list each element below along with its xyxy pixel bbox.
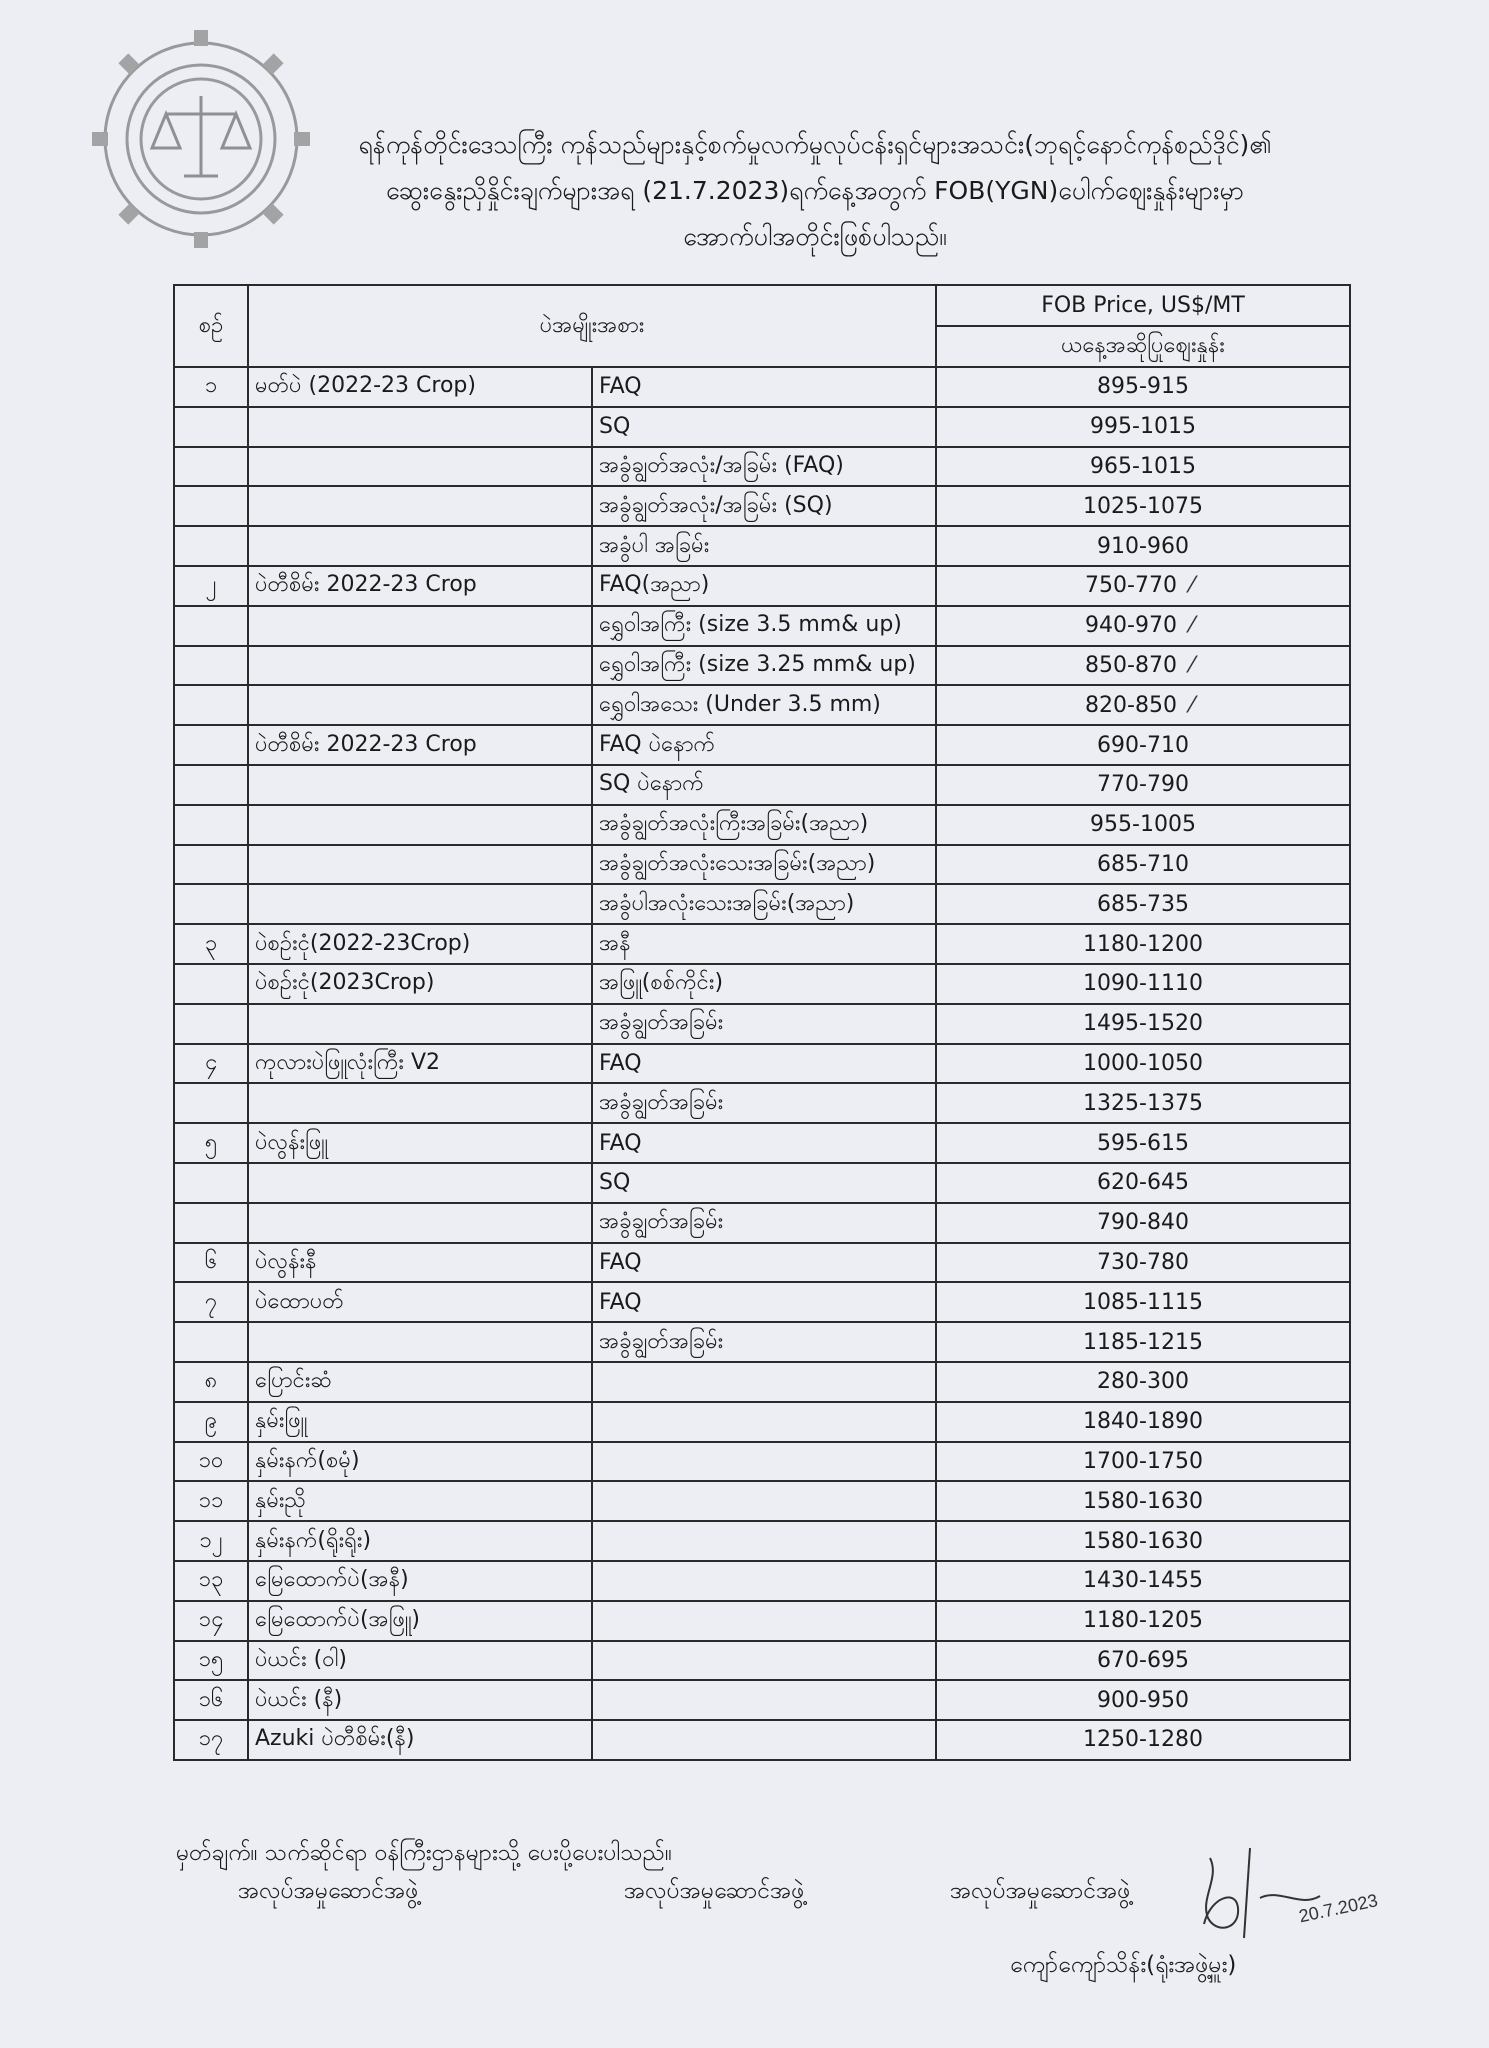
row-item-text: နှမ်းနက်(ရိုးရိုး) bbox=[255, 1527, 372, 1553]
table-row bbox=[174, 1680, 1350, 1720]
row-number-text: ၆ bbox=[204, 1248, 218, 1274]
row-item-text: ပဲတီစိမ်း 2022-23 Crop bbox=[255, 731, 477, 757]
row-price bbox=[936, 1720, 1350, 1760]
row-price-text: 1000-1050 bbox=[1083, 1050, 1203, 1076]
row-number bbox=[174, 1442, 248, 1482]
table-row bbox=[174, 447, 1350, 487]
row-number-text: ၁၁ bbox=[198, 1487, 224, 1513]
row-item bbox=[248, 845, 592, 885]
row-item bbox=[248, 685, 592, 725]
row-item bbox=[248, 1521, 592, 1561]
row-price-text: 685-710 bbox=[1097, 851, 1189, 877]
row-item-text: ပဲယင်း (ဝါ) bbox=[255, 1646, 348, 1672]
table-row bbox=[174, 1561, 1350, 1601]
row-number bbox=[174, 526, 248, 566]
header-line-1: ရန်ကုန်တိုင်းဒေသကြီး ကုန်သည်များနှင့်စက်မှုလက်မှုလုပ်ငန်းရှင်များအသင်း(ဘုရင့်နောင်ကုန်စည်ဒိုင်)၏ bbox=[358, 130, 1272, 159]
row-grade bbox=[592, 447, 936, 487]
row-item bbox=[248, 765, 592, 805]
table-row bbox=[174, 1362, 1350, 1402]
row-price bbox=[936, 1203, 1350, 1243]
row-number-text: ၇ bbox=[204, 1288, 218, 1314]
row-price bbox=[936, 1521, 1350, 1561]
row-price-text: 790-840 bbox=[1097, 1210, 1189, 1236]
table-row bbox=[174, 884, 1350, 924]
col-header-item: ပဲအမျိုးအစား bbox=[248, 285, 936, 367]
row-item-text: နှမ်းနက်(စမုံ) bbox=[255, 1447, 360, 1473]
table-row bbox=[174, 606, 1350, 646]
row-grade bbox=[592, 1641, 936, 1681]
row-item bbox=[248, 1442, 592, 1482]
row-grade bbox=[592, 566, 936, 606]
row-number-text: ၁၇ bbox=[198, 1726, 224, 1752]
row-number bbox=[174, 1720, 248, 1760]
check-mark-icon: ⁄ bbox=[1190, 573, 1194, 599]
row-item bbox=[248, 1282, 592, 1322]
row-item-text: ကုလားပဲဖြူလုံးကြီး V2 bbox=[255, 1049, 440, 1075]
row-number bbox=[174, 924, 248, 964]
row-price bbox=[936, 1402, 1350, 1442]
row-item-text: မတ်ပဲ (2022-23 Crop) bbox=[255, 373, 476, 399]
row-grade bbox=[592, 1442, 936, 1482]
row-price bbox=[936, 566, 1350, 606]
row-price bbox=[936, 1163, 1350, 1203]
row-item bbox=[248, 1322, 592, 1362]
row-number-text: ၁၄ bbox=[198, 1607, 224, 1633]
row-grade-text: ရွှေဝါအကြီး (size 3.25 mm& up) bbox=[599, 651, 916, 677]
row-item-text: ပဲထောပတ် bbox=[255, 1288, 344, 1314]
table-row bbox=[174, 1243, 1350, 1283]
row-price bbox=[936, 1083, 1350, 1123]
row-item-text: ပဲစဉ်းငုံ(2023Crop) bbox=[255, 970, 435, 996]
signature-committee-1: အလုပ်အမှုဆောင်အဖွဲ့ bbox=[238, 1878, 419, 1904]
row-number bbox=[174, 805, 248, 845]
row-item bbox=[248, 805, 592, 845]
table-row bbox=[174, 1322, 1350, 1362]
row-number-text: ၁၃ bbox=[198, 1567, 224, 1593]
row-item bbox=[248, 1123, 592, 1163]
row-price bbox=[936, 964, 1350, 1004]
table-row bbox=[174, 685, 1350, 725]
row-number bbox=[174, 765, 248, 805]
row-grade bbox=[592, 1402, 936, 1442]
row-number-text: ၁၂ bbox=[199, 1527, 223, 1553]
row-price-text: 1180-1205 bbox=[1083, 1608, 1203, 1634]
row-item-text: ပဲစဉ်းငုံ(2022-23Crop) bbox=[255, 930, 471, 956]
row-price-text: 690-710 bbox=[1097, 732, 1189, 758]
row-price-text: 620-645 bbox=[1097, 1170, 1189, 1196]
row-item bbox=[248, 1243, 592, 1283]
row-number bbox=[174, 1004, 248, 1044]
row-number bbox=[174, 1322, 248, 1362]
table-row bbox=[174, 486, 1350, 526]
row-item bbox=[248, 1641, 592, 1681]
row-price-text: 1085-1115 bbox=[1083, 1289, 1203, 1315]
table-row bbox=[174, 805, 1350, 845]
table-row bbox=[174, 1720, 1350, 1760]
row-item bbox=[248, 1362, 592, 1402]
row-price bbox=[936, 1561, 1350, 1601]
row-item bbox=[248, 1720, 592, 1760]
row-grade bbox=[592, 1521, 936, 1561]
row-price-text: 995-1015 bbox=[1090, 414, 1196, 440]
table-row bbox=[174, 1641, 1350, 1681]
row-item-text: နှမ်းဖြူ bbox=[255, 1408, 308, 1434]
row-grade-text: အခွံပါအလုံးသေးအခြမ်း(အညာ) bbox=[599, 890, 855, 916]
row-item-text: မြေထောက်ပဲ(အဖြူ) bbox=[255, 1607, 420, 1633]
row-number-text: ၈ bbox=[204, 1368, 218, 1394]
table-row bbox=[174, 1601, 1350, 1641]
check-mark-icon: ⁄ bbox=[1190, 613, 1194, 639]
row-price bbox=[936, 765, 1350, 805]
row-price bbox=[936, 1123, 1350, 1163]
handwritten-signature-icon bbox=[1180, 1838, 1390, 1948]
row-grade bbox=[592, 646, 936, 686]
table-row bbox=[174, 765, 1350, 805]
row-grade bbox=[592, 1243, 936, 1283]
check-mark-icon: ⁄ bbox=[1190, 692, 1194, 718]
row-price-text: 820-850 bbox=[1085, 692, 1177, 718]
row-grade bbox=[592, 1083, 936, 1123]
table-row bbox=[174, 964, 1350, 1004]
row-grade bbox=[592, 725, 936, 765]
row-grade bbox=[592, 1123, 936, 1163]
table-row bbox=[174, 725, 1350, 765]
row-grade bbox=[592, 964, 936, 1004]
row-price-text: 1180-1200 bbox=[1083, 931, 1203, 957]
row-number bbox=[174, 1641, 248, 1681]
row-item bbox=[248, 1601, 592, 1641]
row-grade-text: FAQ(အညာ) bbox=[599, 572, 710, 598]
row-number-text: ၁၅ bbox=[198, 1646, 224, 1672]
row-price-text: 1580-1630 bbox=[1083, 1488, 1203, 1514]
table-row bbox=[174, 407, 1350, 447]
row-grade-text: FAQ bbox=[599, 1050, 642, 1076]
row-number bbox=[174, 566, 248, 606]
row-grade bbox=[592, 1044, 936, 1084]
row-item-text: ပဲလွန်းဖြူ bbox=[255, 1129, 328, 1155]
row-number-text: ၁၀ bbox=[198, 1447, 224, 1473]
fob-price-table bbox=[173, 284, 1351, 1761]
row-item bbox=[248, 526, 592, 566]
row-grade-text: အခွံချွတ်အခြမ်း bbox=[599, 1089, 724, 1115]
row-grade-text: FAQ bbox=[599, 1289, 642, 1315]
row-price-text: 1430-1455 bbox=[1083, 1568, 1203, 1594]
row-price bbox=[936, 725, 1350, 765]
row-number-text: ၃ bbox=[204, 930, 218, 956]
row-price-text: 1185-1215 bbox=[1083, 1329, 1203, 1355]
row-grade-text: အနီ bbox=[599, 930, 631, 956]
row-price-text: 1840-1890 bbox=[1083, 1409, 1203, 1435]
table-row bbox=[174, 646, 1350, 686]
row-price-text: 965-1015 bbox=[1090, 453, 1196, 479]
row-price bbox=[936, 1601, 1350, 1641]
row-grade-text: အခွံချွတ်အခြမ်း bbox=[599, 1328, 724, 1354]
row-price-text: 1250-1280 bbox=[1083, 1727, 1203, 1753]
row-number bbox=[174, 447, 248, 487]
footer-note: မှတ်ချက်။ သက်ဆိုင်ရာ ဝန်ကြီးဌာနများသို့ ပေးပို့ပေးပါသည်။ bbox=[176, 1840, 672, 1866]
col-header-price-sub: ယနေ့အဆိုပြုဈေးနှုန်း bbox=[936, 326, 1350, 367]
row-grade bbox=[592, 1282, 936, 1322]
row-grade bbox=[592, 1481, 936, 1521]
table-row bbox=[174, 1163, 1350, 1203]
row-price-text: 1700-1750 bbox=[1083, 1448, 1203, 1474]
row-grade bbox=[592, 606, 936, 646]
row-number bbox=[174, 1083, 248, 1123]
row-price-text: 280-300 bbox=[1097, 1369, 1189, 1395]
row-number-text: ၂ bbox=[205, 572, 217, 598]
row-number bbox=[174, 1680, 248, 1720]
row-number bbox=[174, 1243, 248, 1283]
row-grade bbox=[592, 526, 936, 566]
row-number bbox=[174, 1044, 248, 1084]
row-item bbox=[248, 407, 592, 447]
row-grade bbox=[592, 1680, 936, 1720]
row-grade bbox=[592, 1203, 936, 1243]
signature-committee-3: အလုပ်အမှုဆောင်အဖွဲ့ bbox=[950, 1878, 1131, 1904]
row-grade-text: FAQ ပဲနောက် bbox=[599, 731, 716, 757]
row-price bbox=[936, 447, 1350, 487]
row-grade bbox=[592, 1720, 936, 1760]
row-item-text: ပဲယင်း (နီ) bbox=[255, 1686, 343, 1712]
row-item bbox=[248, 606, 592, 646]
check-mark-icon: ⁄ bbox=[1190, 652, 1194, 678]
row-number bbox=[174, 725, 248, 765]
table-row bbox=[174, 367, 1350, 407]
row-price-text: 670-695 bbox=[1097, 1647, 1189, 1673]
row-number bbox=[174, 1402, 248, 1442]
table-row bbox=[174, 1083, 1350, 1123]
row-price bbox=[936, 1481, 1350, 1521]
row-item bbox=[248, 725, 592, 765]
table-row bbox=[174, 1282, 1350, 1322]
row-item bbox=[248, 447, 592, 487]
row-number bbox=[174, 486, 248, 526]
row-grade-text: အခွံချွတ်အခြမ်း bbox=[599, 1010, 724, 1036]
row-number-text: ၉ bbox=[204, 1408, 218, 1434]
row-item bbox=[248, 1044, 592, 1084]
row-number-text: ၁၆ bbox=[198, 1686, 224, 1712]
row-number-text: ၄ bbox=[204, 1049, 218, 1075]
row-grade bbox=[592, 1601, 936, 1641]
row-price bbox=[936, 1680, 1350, 1720]
row-grade-text: အခွံချွတ်အလုံး/အခြမ်း (SQ) bbox=[599, 492, 833, 518]
table-body bbox=[174, 367, 1350, 1760]
row-item-text: မြေထောက်ပဲ(အနီ) bbox=[255, 1567, 409, 1593]
table-row bbox=[174, 1521, 1350, 1561]
row-grade bbox=[592, 1004, 936, 1044]
row-grade bbox=[592, 367, 936, 407]
signature-date: 20.7.2023 bbox=[1297, 1890, 1380, 1927]
row-price-text: 750-770 bbox=[1085, 573, 1177, 599]
row-grade bbox=[592, 486, 936, 526]
row-price bbox=[936, 805, 1350, 845]
table-row bbox=[174, 1481, 1350, 1521]
row-grade-text: အခွံချွတ်အလုံး/အခြမ်း (FAQ) bbox=[599, 452, 844, 478]
row-number bbox=[174, 367, 248, 407]
row-grade-text: ရွှေဝါအကြီး (size 3.5 mm& up) bbox=[599, 612, 902, 638]
row-price bbox=[936, 606, 1350, 646]
row-item bbox=[248, 1481, 592, 1521]
row-grade-text: SQ bbox=[599, 1170, 631, 1196]
row-price bbox=[936, 1362, 1350, 1402]
row-number bbox=[174, 1282, 248, 1322]
row-number bbox=[174, 1481, 248, 1521]
row-grade bbox=[592, 845, 936, 885]
row-price-text: 595-615 bbox=[1097, 1130, 1189, 1156]
row-grade-text: ရွှေဝါအသေး (Under 3.5 mm) bbox=[599, 691, 881, 717]
row-price bbox=[936, 1322, 1350, 1362]
row-number bbox=[174, 845, 248, 885]
row-price bbox=[936, 1641, 1350, 1681]
row-item bbox=[248, 486, 592, 526]
table-row bbox=[174, 1442, 1350, 1482]
row-item bbox=[248, 646, 592, 686]
row-item bbox=[248, 884, 592, 924]
header-line-2: ဆွေးနွေးညှိနှိုင်းချက်များအရ (21.7.2023)ရက်နေ့အတွက် FOB(YGN)ပေါက်ဈေးနှုန်းများမှာ bbox=[386, 176, 1244, 205]
row-grade-text: အခွံပါ အခြမ်း bbox=[599, 532, 710, 558]
table-row bbox=[174, 1402, 1350, 1442]
table-row bbox=[174, 924, 1350, 964]
col-header-no: စဉ် bbox=[174, 285, 248, 367]
row-item bbox=[248, 1561, 592, 1601]
row-price-text: 730-780 bbox=[1097, 1249, 1189, 1275]
row-price bbox=[936, 1243, 1350, 1283]
row-price bbox=[936, 407, 1350, 447]
table-row bbox=[174, 566, 1350, 606]
row-item-text: ပြောင်းဆံ bbox=[255, 1368, 332, 1394]
row-price-text: 1580-1630 bbox=[1083, 1528, 1203, 1554]
row-number bbox=[174, 1521, 248, 1561]
row-number-text: ၁ bbox=[204, 373, 218, 399]
row-grade-text: FAQ bbox=[599, 1130, 642, 1156]
row-price bbox=[936, 1044, 1350, 1084]
row-price-text: 685-735 bbox=[1097, 891, 1189, 917]
row-price bbox=[936, 526, 1350, 566]
row-number-text: ၅ bbox=[204, 1129, 218, 1155]
table-row bbox=[174, 1203, 1350, 1243]
row-price-text: 1090-1110 bbox=[1083, 971, 1203, 997]
row-item bbox=[248, 1680, 592, 1720]
row-price-text: 900-950 bbox=[1097, 1687, 1189, 1713]
row-item bbox=[248, 1402, 592, 1442]
row-price bbox=[936, 646, 1350, 686]
row-number bbox=[174, 1362, 248, 1402]
row-grade bbox=[592, 765, 936, 805]
row-price bbox=[936, 924, 1350, 964]
row-price bbox=[936, 486, 1350, 526]
row-price bbox=[936, 685, 1350, 725]
row-number bbox=[174, 606, 248, 646]
row-grade-text: အခွံချွတ်အလုံးသေးအခြမ်း(အညာ) bbox=[599, 850, 876, 876]
document-header bbox=[240, 122, 1390, 260]
row-grade bbox=[592, 1362, 936, 1402]
row-grade-text: SQ bbox=[599, 414, 631, 440]
row-price-text: 1325-1375 bbox=[1083, 1090, 1203, 1116]
row-grade bbox=[592, 407, 936, 447]
row-price bbox=[936, 884, 1350, 924]
row-grade-text: FAQ bbox=[599, 374, 642, 400]
row-number bbox=[174, 1123, 248, 1163]
row-item bbox=[248, 924, 592, 964]
table-header-row bbox=[174, 285, 1350, 326]
row-number bbox=[174, 646, 248, 686]
row-number bbox=[174, 884, 248, 924]
row-price-text: 895-915 bbox=[1097, 374, 1189, 400]
row-number bbox=[174, 1203, 248, 1243]
row-number bbox=[174, 407, 248, 447]
row-item-text: ပဲလွန်းနီ bbox=[255, 1248, 317, 1274]
row-grade bbox=[592, 805, 936, 845]
row-grade-text: SQ ပဲနောက် bbox=[599, 771, 704, 797]
table-row bbox=[174, 1123, 1350, 1163]
row-price bbox=[936, 1282, 1350, 1322]
row-price-text: 850-870 bbox=[1085, 652, 1177, 678]
row-grade bbox=[592, 1322, 936, 1362]
table-row bbox=[174, 845, 1350, 885]
row-number bbox=[174, 1561, 248, 1601]
row-item bbox=[248, 1004, 592, 1044]
row-grade bbox=[592, 1163, 936, 1203]
row-item bbox=[248, 1083, 592, 1123]
row-number bbox=[174, 1601, 248, 1641]
row-item-text: ပဲတီစိမ်း 2022-23 Crop bbox=[255, 572, 477, 598]
row-grade-text: အခွံချွတ်အခြမ်း bbox=[599, 1209, 724, 1235]
row-price-text: 1025-1075 bbox=[1083, 493, 1203, 519]
col-header-price: FOB Price, US$/MT bbox=[936, 285, 1350, 326]
row-item bbox=[248, 1163, 592, 1203]
row-item bbox=[248, 367, 592, 407]
table-row bbox=[174, 1044, 1350, 1084]
table-row bbox=[174, 1004, 1350, 1044]
row-price-text: 940-970 bbox=[1085, 613, 1177, 639]
row-grade-text: အခွံချွတ်အလုံးကြီးအခြမ်း(အညာ) bbox=[599, 811, 869, 837]
row-price bbox=[936, 1442, 1350, 1482]
row-item-text: Azuki ပဲတီစိမ်း(နီ) bbox=[255, 1726, 415, 1752]
row-grade bbox=[592, 685, 936, 725]
row-price bbox=[936, 367, 1350, 407]
row-number bbox=[174, 685, 248, 725]
row-grade bbox=[592, 924, 936, 964]
row-grade bbox=[592, 884, 936, 924]
table-row bbox=[174, 526, 1350, 566]
row-grade-text: FAQ bbox=[599, 1249, 642, 1275]
row-price-text: 770-790 bbox=[1097, 772, 1189, 798]
row-number bbox=[174, 964, 248, 1004]
row-item bbox=[248, 1203, 592, 1243]
row-price-text: 955-1005 bbox=[1090, 812, 1196, 838]
row-grade bbox=[592, 1561, 936, 1601]
header-line-3: အောက်ပါအတိုင်းဖြစ်ပါသည်။ bbox=[683, 222, 947, 251]
signature-committee-2: အလုပ်အမှုဆောင်အဖွဲ့ bbox=[624, 1878, 805, 1904]
row-price bbox=[936, 1004, 1350, 1044]
row-price-text: 910-960 bbox=[1097, 533, 1189, 559]
row-grade-text: အဖြူ(စစ်ကိုင်း) bbox=[599, 970, 724, 996]
row-item bbox=[248, 566, 592, 606]
row-number bbox=[174, 1163, 248, 1203]
row-price-text: 1495-1520 bbox=[1083, 1011, 1203, 1037]
row-item bbox=[248, 964, 592, 1004]
row-price bbox=[936, 845, 1350, 885]
row-item-text: နှမ်းညို bbox=[255, 1487, 306, 1513]
signer-name: ကျော်ကျော်သိန်း(ရုံးအဖွဲ့မှူး) bbox=[1010, 1952, 1237, 1978]
